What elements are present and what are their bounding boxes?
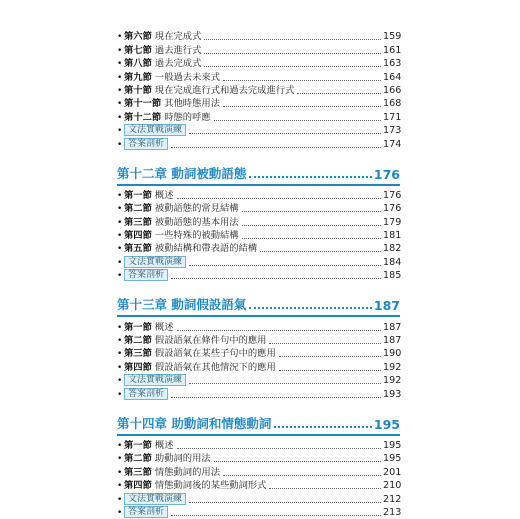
- dot-leader: [214, 120, 381, 121]
- section-title: 情態動詞後的某些動詞形式: [154, 480, 267, 492]
- section-title: 概述: [154, 189, 174, 201]
- dot-leader: [189, 133, 381, 134]
- bullet-icon: •: [117, 362, 123, 373]
- chapter-heading[interactable]: [117, 291, 400, 313]
- toc-entry[interactable]: [117, 320, 400, 333]
- section-title: 過去完成式: [154, 58, 202, 70]
- toc-entry[interactable]: [117, 465, 400, 478]
- toc-entry[interactable]: [117, 202, 400, 215]
- bullet-icon: •: [117, 190, 123, 201]
- bullet-icon: •: [117, 32, 123, 43]
- section-number: 第五節: [124, 243, 152, 255]
- page-number: 193: [383, 388, 402, 400]
- section-title: 概述: [154, 321, 174, 333]
- section-number: 第四節: [124, 361, 152, 373]
- section-number: 第十一節: [124, 98, 162, 110]
- page-number: 210: [383, 480, 402, 492]
- toc-entry[interactable]: [117, 57, 400, 70]
- section-title: 假設語氣在某些子句中的應用: [154, 348, 276, 360]
- section-title: 假設語氣在其他情況下的應用: [154, 361, 276, 373]
- page-number: 171: [383, 111, 402, 123]
- dot-leader: [223, 106, 381, 107]
- toc-entry[interactable]: [117, 70, 400, 83]
- toc-entry-practice[interactable]: [117, 255, 400, 268]
- page-number: 176: [383, 203, 402, 215]
- section-title: 被動語態的常見結構: [154, 203, 239, 215]
- section-number: 第九節: [124, 71, 152, 83]
- bullet-icon: •: [117, 85, 123, 96]
- bullet-icon: •: [117, 204, 123, 215]
- section-number: 第六節: [124, 31, 152, 43]
- practice-tag: 文法實戰演練: [124, 256, 186, 268]
- bullet-icon: •: [117, 72, 123, 83]
- section-number: 第三節: [124, 216, 152, 228]
- dot-leader: [171, 397, 381, 398]
- bullet-icon: •: [117, 271, 123, 282]
- toc-entry-answers[interactable]: [117, 269, 400, 282]
- page-number: 161: [383, 44, 402, 56]
- toc-entry[interactable]: [117, 189, 400, 202]
- section-number: 第三節: [124, 348, 152, 360]
- dot-leader: [177, 198, 381, 199]
- chapter-heading[interactable]: [117, 410, 400, 432]
- bullet-icon: •: [117, 454, 123, 465]
- dot-leader: [279, 356, 381, 357]
- section-number: 第二節: [124, 203, 152, 215]
- page-number: 187: [383, 335, 402, 347]
- page-number: 185: [383, 270, 402, 282]
- page-number: 195: [383, 439, 402, 451]
- dot-leader: [214, 461, 381, 462]
- bullet-icon: •: [117, 336, 123, 347]
- page-number: 168: [383, 98, 402, 110]
- toc-entry[interactable]: [117, 110, 400, 123]
- dot-leader: [242, 238, 381, 239]
- dot-leader: [177, 448, 381, 449]
- toc-entry[interactable]: [117, 43, 400, 56]
- bullet-icon: •: [117, 112, 123, 123]
- chapter-page: 176: [373, 166, 400, 182]
- page-number: 195: [383, 453, 402, 465]
- toc-chapter-13: [117, 291, 400, 400]
- practice-tag: 文法實戰演練: [124, 493, 186, 505]
- dot-leader: [249, 307, 372, 309]
- chapter-divider: [117, 434, 400, 436]
- dot-leader: [249, 176, 372, 178]
- section-title: 一般過去未來式: [154, 71, 220, 83]
- section-title: 概述: [154, 439, 174, 451]
- toc-entry[interactable]: [117, 97, 400, 110]
- page-number: 181: [383, 230, 402, 242]
- bullet-icon: •: [117, 389, 123, 400]
- page-number: 201: [383, 466, 402, 478]
- toc-entry[interactable]: [117, 360, 400, 373]
- dot-leader: [223, 475, 381, 476]
- bullet-icon: •: [117, 126, 123, 137]
- section-title: 情態動詞的用法: [154, 466, 220, 478]
- toc-entry[interactable]: [117, 334, 400, 347]
- section-number: 第七節: [124, 44, 152, 56]
- chapter-heading[interactable]: [117, 160, 400, 182]
- dot-leader: [171, 278, 381, 279]
- page-number: 163: [383, 58, 402, 70]
- toc-entry[interactable]: [117, 242, 400, 255]
- page-number: 182: [383, 243, 402, 255]
- dot-leader: [204, 53, 381, 54]
- chapter-divider: [117, 315, 400, 317]
- page-number: 176: [383, 189, 402, 201]
- chapter-divider: [117, 184, 400, 186]
- page-number: 187: [383, 321, 402, 333]
- bullet-icon: •: [117, 467, 123, 478]
- table-of-contents: [117, 30, 400, 519]
- toc-entry-practice[interactable]: [117, 124, 400, 137]
- section-number: 第一節: [124, 189, 152, 201]
- page-number: 166: [383, 84, 402, 96]
- toc-chapter-12: [117, 160, 400, 283]
- bullet-icon: •: [117, 244, 123, 255]
- section-number: 第十二節: [124, 111, 162, 123]
- page-number: 192: [383, 361, 402, 373]
- chapter-title: 第十三章 動詞假設語氣: [117, 297, 247, 313]
- section-title: 其他時態用法: [164, 98, 220, 110]
- bullet-icon: •: [117, 376, 123, 387]
- toc-entry-practice[interactable]: [117, 492, 400, 505]
- chapter-title: 第十二章 動詞被動語態: [117, 165, 247, 181]
- page-number: 190: [383, 348, 402, 360]
- dot-leader: [269, 343, 381, 344]
- section-title: 被動語態的基本用法: [154, 216, 239, 228]
- bullet-icon: •: [117, 231, 123, 242]
- dot-leader: [189, 383, 381, 384]
- toc-entry[interactable]: [117, 84, 400, 97]
- section-number: 第一節: [124, 439, 152, 451]
- toc-entry[interactable]: [117, 215, 400, 228]
- dot-leader: [242, 211, 381, 212]
- section-title: 助動詞的用法: [154, 453, 211, 465]
- practice-tag: 文法實戰演練: [124, 374, 186, 386]
- section-title: 時態的呼應: [164, 111, 211, 123]
- toc-entry[interactable]: [117, 452, 400, 465]
- dot-leader: [223, 80, 381, 81]
- section-title: 被動結構和帶表語的結構: [154, 243, 258, 255]
- page-number: 174: [383, 138, 402, 150]
- bullet-icon: •: [117, 507, 123, 518]
- page-number: 184: [383, 256, 402, 268]
- section-number: 第二節: [124, 453, 152, 465]
- answers-tag: 答案剖析: [124, 138, 168, 150]
- page-number: 173: [383, 125, 402, 137]
- section-number: 第四節: [124, 230, 152, 242]
- bullet-icon: •: [117, 349, 123, 360]
- page-number: 179: [383, 216, 402, 228]
- practice-tag: 文法實戰演練: [124, 124, 186, 136]
- page-number: 159: [383, 31, 402, 43]
- toc-entry[interactable]: [117, 30, 400, 43]
- toc-entry-answers[interactable]: [117, 137, 400, 150]
- section-number: 第四節: [124, 480, 152, 492]
- dot-leader: [242, 225, 381, 226]
- dot-leader: [260, 251, 381, 252]
- toc-chapter-14: [117, 410, 400, 519]
- dot-leader: [189, 265, 381, 266]
- page-number: 192: [383, 375, 402, 387]
- page-number: 164: [383, 71, 402, 83]
- toc-entry[interactable]: [117, 229, 400, 242]
- section-title: 現在完成式: [154, 31, 202, 43]
- toc-entry-practice[interactable]: [117, 374, 400, 387]
- chapter-title: 第十四章 助動詞和情態動詞: [117, 415, 272, 431]
- dot-leader: [204, 39, 381, 40]
- dot-leader: [204, 66, 381, 67]
- dot-leader: [171, 147, 381, 148]
- section-number: 第八節: [124, 58, 152, 70]
- dot-leader: [189, 502, 381, 503]
- bullet-icon: •: [117, 257, 123, 268]
- page-number: 213: [383, 506, 402, 518]
- section-number: 第二節: [124, 335, 152, 347]
- chapter-page: 187: [373, 298, 400, 314]
- bullet-icon: •: [117, 481, 123, 492]
- toc-entry[interactable]: [117, 479, 400, 492]
- page-number: 212: [383, 493, 402, 505]
- section-number: 第十節: [124, 84, 152, 96]
- answers-tag: 答案剖析: [124, 388, 168, 400]
- section-number: 第一節: [124, 321, 152, 333]
- dot-leader: [274, 426, 372, 428]
- section-title: 現在完成進行式和過去完成進行式: [154, 84, 295, 96]
- toc-entry-answers[interactable]: [117, 506, 400, 519]
- section-title: 一些特殊的被動結構: [154, 230, 239, 242]
- bullet-icon: •: [117, 322, 123, 333]
- section-title: 過去進行式: [154, 44, 202, 56]
- chapter-page: 195: [373, 416, 400, 432]
- answers-tag: 答案剖析: [124, 269, 168, 281]
- bullet-icon: •: [117, 99, 123, 110]
- dot-leader: [269, 488, 381, 489]
- bullet-icon: •: [117, 217, 123, 228]
- dot-leader: [279, 370, 381, 371]
- section-number: 第三節: [124, 466, 152, 478]
- toc-entry[interactable]: [117, 347, 400, 360]
- toc-group-chapter11-tail: [117, 30, 400, 151]
- bullet-icon: •: [117, 59, 123, 70]
- bullet-icon: •: [117, 440, 123, 451]
- dot-leader: [177, 330, 381, 331]
- section-title: 假設語氣在條件句中的應用: [154, 335, 267, 347]
- toc-entry[interactable]: [117, 439, 400, 452]
- bullet-icon: •: [117, 139, 123, 150]
- toc-entry-answers[interactable]: [117, 387, 400, 400]
- bullet-icon: •: [117, 45, 123, 56]
- dot-leader: [297, 93, 381, 94]
- bullet-icon: •: [117, 494, 123, 505]
- dot-leader: [171, 515, 381, 516]
- answers-tag: 答案剖析: [124, 506, 168, 518]
